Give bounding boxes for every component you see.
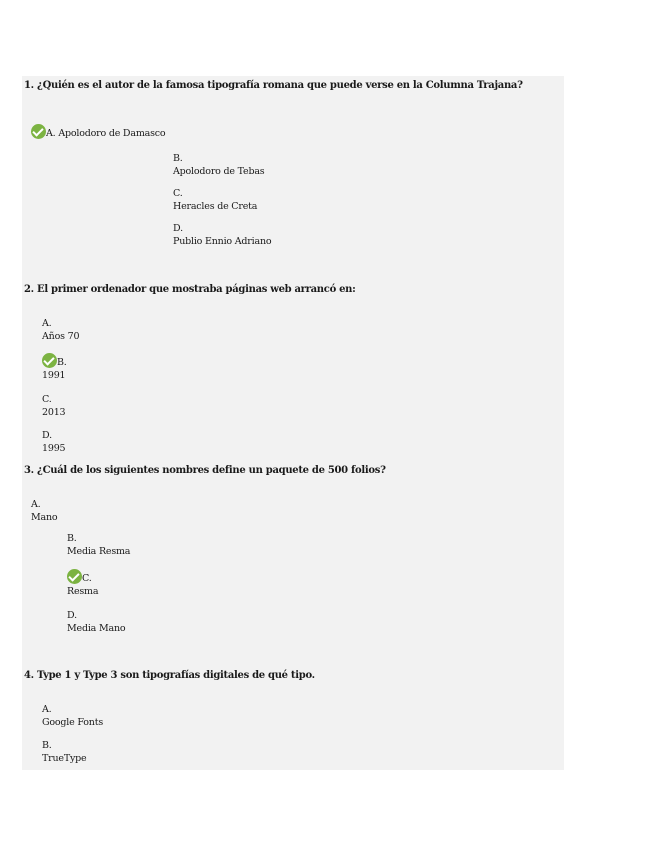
option-text: Media Mano [67, 623, 126, 634]
question-1-option-c[interactable] [173, 187, 257, 213]
check-circle-icon [31, 124, 46, 139]
question-2-option-a[interactable] [42, 317, 79, 343]
question-4-option-b[interactable] [42, 739, 86, 765]
option-letter: C. [42, 394, 52, 405]
option-text: Años 70 [42, 331, 80, 342]
option-letter: A. [42, 704, 52, 715]
option-letter [67, 569, 98, 585]
option-letter: A. [46, 128, 56, 139]
option-letter: D. [42, 430, 52, 441]
option-letter: A. [42, 318, 52, 329]
option-letter: D. [173, 223, 183, 234]
option-text: Mano [31, 512, 58, 523]
option-letter: B. [67, 533, 77, 544]
question-1-option-d[interactable] [173, 222, 271, 248]
question-3-option-b[interactable] [67, 532, 130, 558]
question-1-option-a[interactable] [31, 124, 165, 140]
question-3-option-c[interactable] [67, 569, 98, 598]
check-circle-icon [67, 569, 82, 584]
option-letter-text: C. [82, 573, 92, 584]
option-text: Resma [67, 586, 99, 597]
question-4-option-a[interactable] [42, 703, 103, 729]
option-text: Apolodoro de Tebas [173, 166, 265, 177]
option-text: 1995 [42, 443, 66, 454]
option-text: 1991 [42, 370, 66, 381]
option-text: Apolodoro de Damasco [58, 128, 166, 139]
option-letter: D. [67, 610, 77, 621]
question-1-option-b[interactable] [173, 152, 264, 178]
option-letter: A. [31, 499, 41, 510]
option-text: Publio Ennio Adriano [173, 236, 272, 247]
option-letter: B. [173, 153, 183, 164]
question-4-title: 4. Type 1 y Type 3 son tipografías digitales de qué tipo. [24, 670, 315, 681]
option-letter-text: B. [57, 357, 67, 368]
check-circle-icon [42, 353, 57, 368]
option-text: TrueType [42, 753, 87, 764]
question-2-option-c[interactable] [42, 393, 65, 419]
question-2-title: 2. El primer ordenador que mostraba páginas web arrancó en: [24, 284, 356, 295]
question-1-title: 1. ¿Quién es el autor de la famosa tipografía romana que puede verse en la Columna Trajana? [24, 80, 523, 91]
option-text: 2013 [42, 407, 66, 418]
question-2-option-d[interactable] [42, 429, 65, 455]
option-text: Google Fonts [42, 717, 103, 728]
quiz-panel [22, 76, 564, 770]
option-letter: C. [173, 188, 183, 199]
option-letter [42, 353, 67, 369]
question-3-option-d[interactable] [67, 609, 125, 635]
question-3-title: 3. ¿Cuál de los siguientes nombres define un paquete de 500 folios? [24, 465, 386, 476]
option-text: Media Resma [67, 546, 131, 557]
option-text: Heracles de Creta [173, 201, 258, 212]
question-3-option-a[interactable] [31, 498, 57, 524]
option-letter: B. [42, 740, 52, 751]
question-2-option-b[interactable] [42, 353, 67, 382]
